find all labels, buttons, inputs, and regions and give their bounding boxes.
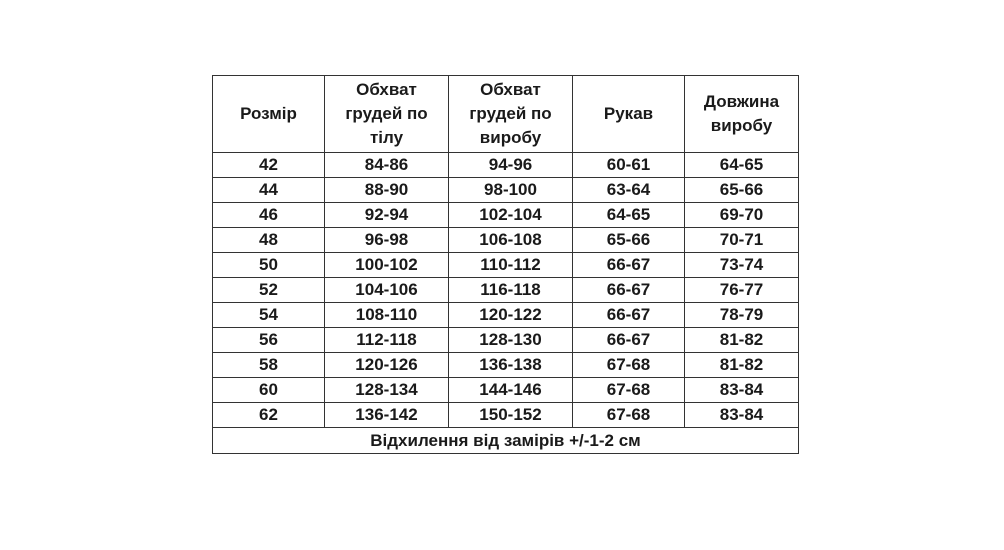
cell-length: 83-84	[685, 403, 799, 428]
table-row	[213, 278, 799, 303]
cell-size: 42	[213, 153, 325, 178]
cell-chest-body: 96-98	[325, 228, 449, 253]
header-size-line: Розмір	[240, 104, 297, 123]
cell-length: 65-66	[685, 178, 799, 203]
header-row	[213, 76, 799, 153]
cell-sleeve: 67-68	[573, 403, 685, 428]
header-line: грудей по	[345, 104, 428, 123]
table-row	[213, 153, 799, 178]
header-line: Обхват	[480, 80, 541, 99]
cell-sleeve: 64-65	[573, 203, 685, 228]
cell-chest-garment: 98-100	[449, 178, 573, 203]
header-size	[213, 76, 325, 153]
header-line: тілу	[369, 128, 404, 147]
table-row	[213, 203, 799, 228]
cell-size: 48	[213, 228, 325, 253]
table-row	[213, 378, 799, 403]
cell-chest-garment: 144-146	[449, 378, 573, 403]
cell-chest-garment: 106-108	[449, 228, 573, 253]
cell-sleeve: 67-68	[573, 378, 685, 403]
cell-size: 58	[213, 353, 325, 378]
cell-chest-body: 108-110	[325, 303, 449, 328]
cell-sleeve: 66-67	[573, 328, 685, 353]
header-line: Довжина	[703, 92, 780, 111]
cell-chest-garment: 136-138	[449, 353, 573, 378]
header-chest-garment	[449, 76, 573, 153]
cell-sleeve: 65-66	[573, 228, 685, 253]
cell-chest-body: 88-90	[325, 178, 449, 203]
cell-size: 56	[213, 328, 325, 353]
table-row	[213, 353, 799, 378]
cell-chest-garment: 94-96	[449, 153, 573, 178]
header-line: Обхват	[356, 80, 417, 99]
header-chest-body	[325, 76, 449, 153]
cell-length: 69-70	[685, 203, 799, 228]
cell-chest-garment: 120-122	[449, 303, 573, 328]
footer-row	[213, 428, 799, 454]
table-row	[213, 303, 799, 328]
header-line: виробу	[479, 128, 542, 147]
table-body	[213, 153, 799, 454]
table-row	[213, 328, 799, 353]
header-line: Рукав	[603, 104, 654, 123]
cell-length: 81-82	[685, 328, 799, 353]
cell-length: 64-65	[685, 153, 799, 178]
cell-size: 62	[213, 403, 325, 428]
cell-sleeve: 67-68	[573, 353, 685, 378]
cell-size: 60	[213, 378, 325, 403]
size-chart-table	[212, 75, 799, 454]
cell-sleeve: 66-67	[573, 278, 685, 303]
cell-length: 78-79	[685, 303, 799, 328]
cell-length: 81-82	[685, 353, 799, 378]
cell-chest-garment: 116-118	[449, 278, 573, 303]
table-row	[213, 253, 799, 278]
header-length	[685, 76, 799, 153]
table-row	[213, 228, 799, 253]
cell-chest-body: 120-126	[325, 353, 449, 378]
cell-chest-body: 128-134	[325, 378, 449, 403]
cell-chest-garment: 102-104	[449, 203, 573, 228]
cell-chest-body: 112-118	[325, 328, 449, 353]
cell-chest-body: 100-102	[325, 253, 449, 278]
cell-length: 73-74	[685, 253, 799, 278]
cell-chest-body: 104-106	[325, 278, 449, 303]
table-row	[213, 403, 799, 428]
cell-chest-body: 136-142	[325, 403, 449, 428]
cell-size: 46	[213, 203, 325, 228]
cell-sleeve: 63-64	[573, 178, 685, 203]
header-line: грудей по	[469, 104, 552, 123]
cell-sleeve: 66-67	[573, 253, 685, 278]
cell-chest-body: 84-86	[325, 153, 449, 178]
cell-size: 52	[213, 278, 325, 303]
cell-size: 54	[213, 303, 325, 328]
cell-size: 50	[213, 253, 325, 278]
cell-sleeve: 66-67	[573, 303, 685, 328]
footer-note: Відхилення від замірів +/-1-2 см	[213, 428, 799, 454]
cell-length: 70-71	[685, 228, 799, 253]
header-sleeve	[573, 76, 685, 153]
cell-chest-garment: 150-152	[449, 403, 573, 428]
header-line: виробу	[710, 116, 773, 135]
cell-sleeve: 60-61	[573, 153, 685, 178]
cell-chest-garment: 110-112	[449, 253, 573, 278]
cell-chest-body: 92-94	[325, 203, 449, 228]
table-row	[213, 178, 799, 203]
cell-chest-garment: 128-130	[449, 328, 573, 353]
cell-size: 44	[213, 178, 325, 203]
cell-length: 83-84	[685, 378, 799, 403]
cell-length: 76-77	[685, 278, 799, 303]
